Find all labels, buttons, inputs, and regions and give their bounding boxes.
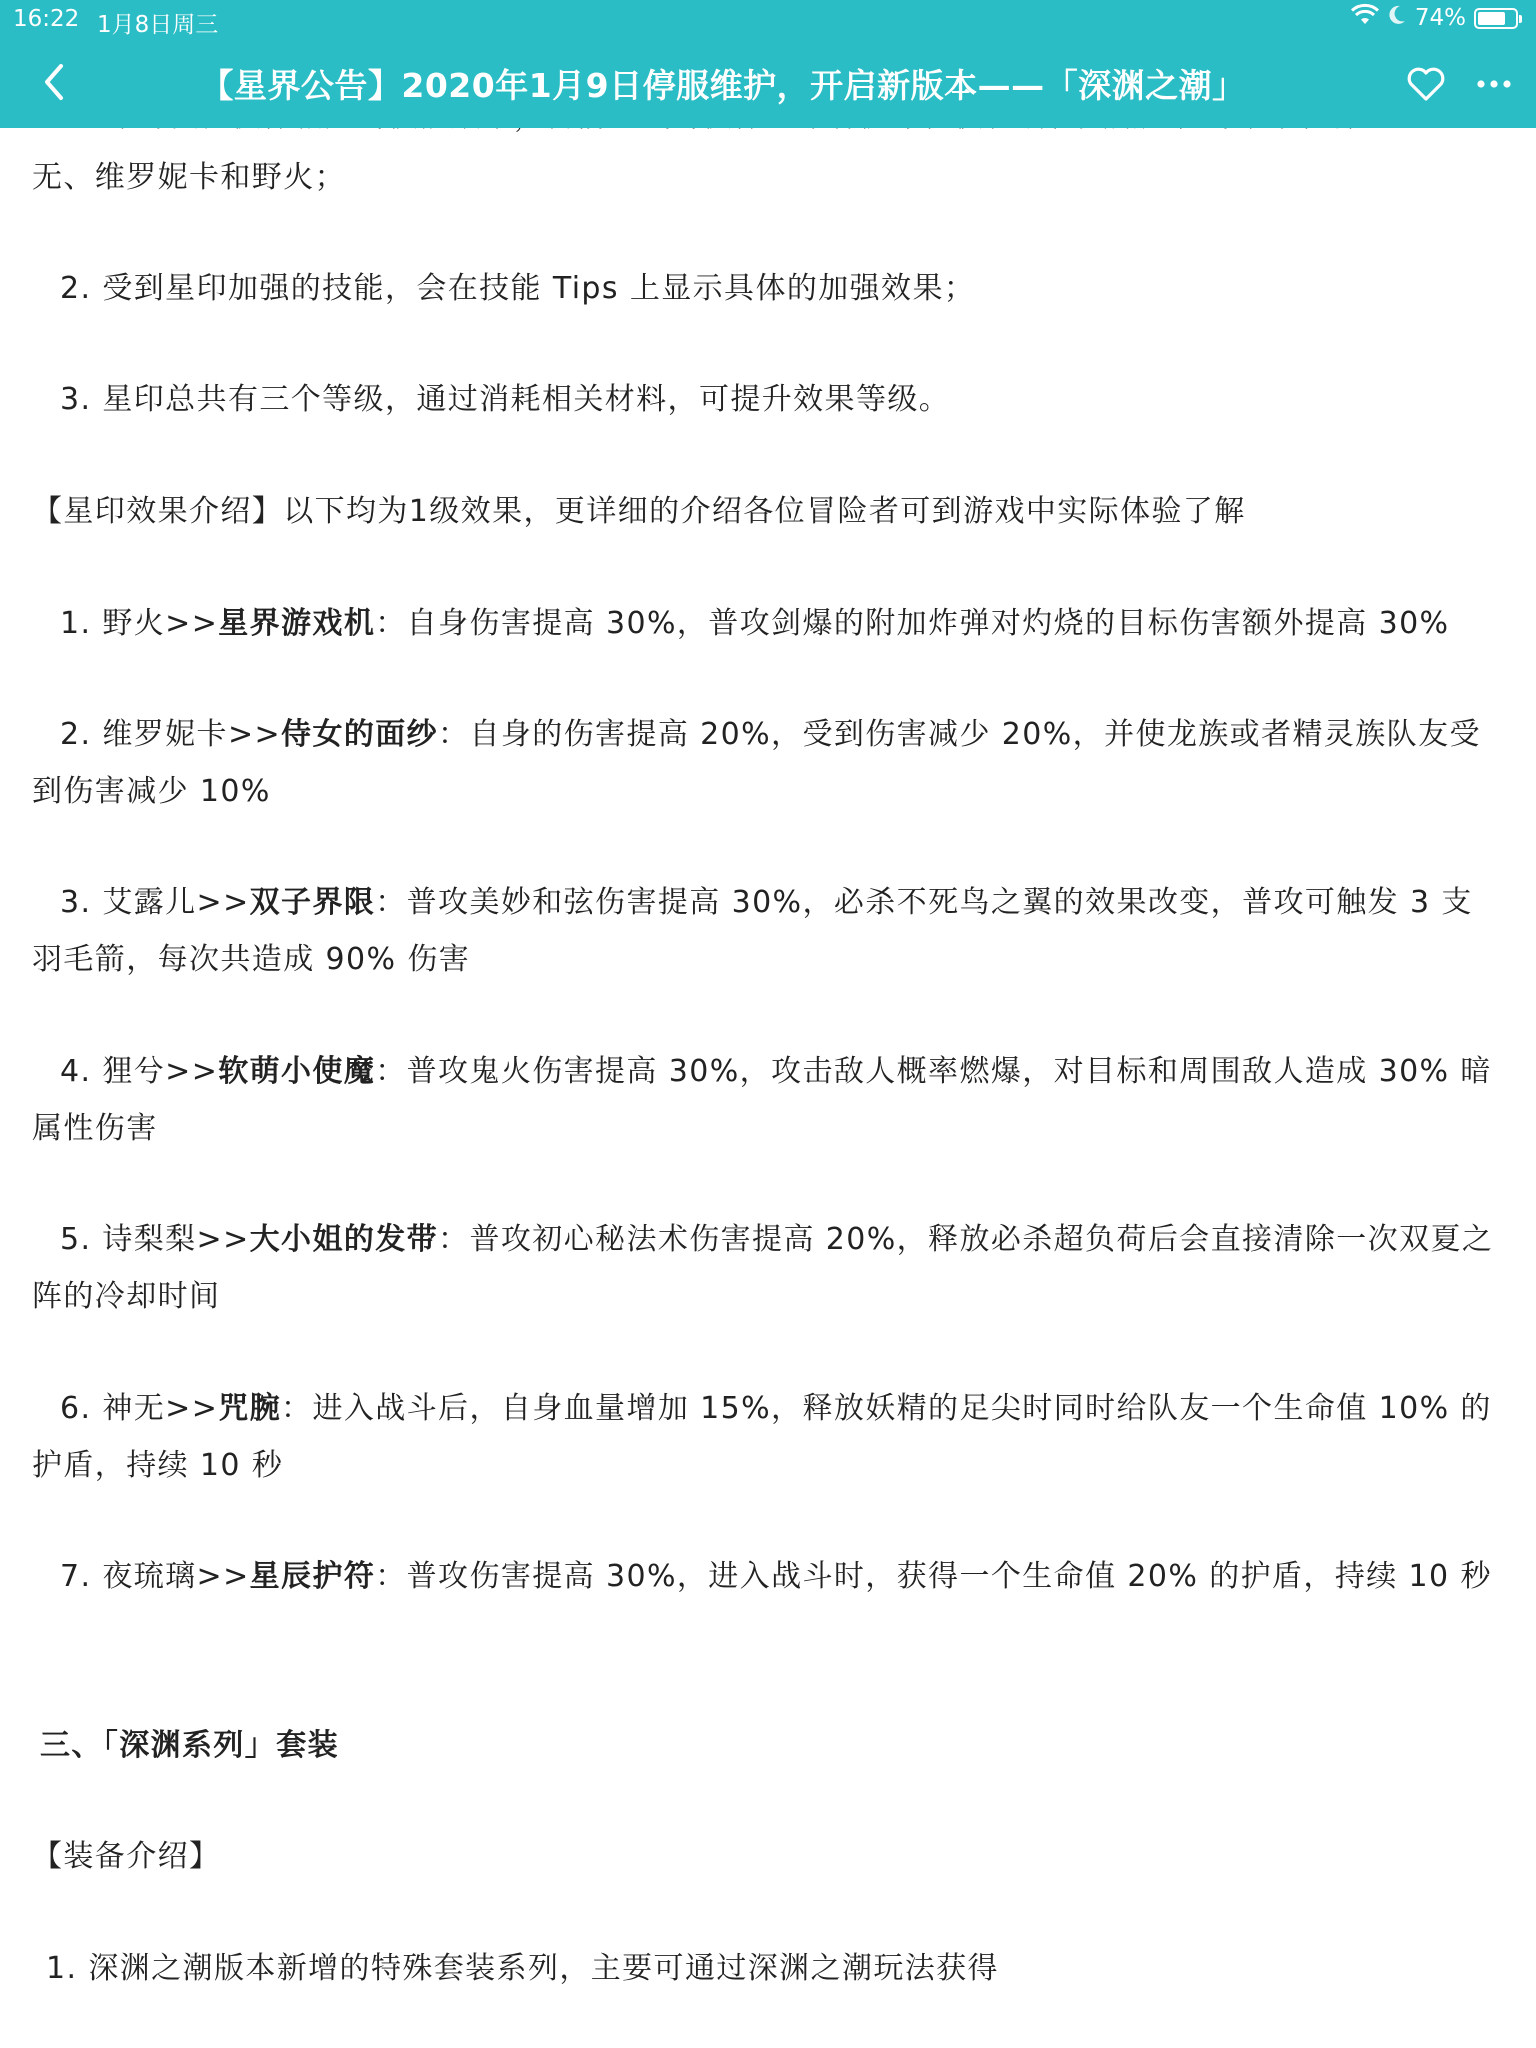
more-button[interactable]: [1470, 60, 1518, 108]
battery-icon: [1474, 8, 1518, 29]
effect-name: 大小姐的发带: [249, 1222, 439, 1257]
effect-item: 5. 诗梨梨>>大小姐的发带：普攻初心秘法术伤害提高 20%，释放必杀超负荷后会直接清除一次双夏之阵的冷却时间: [32, 1222, 1494, 1314]
subsection-heading: 【装备介绍】: [32, 1839, 221, 1874]
top-header: [0, 0, 1536, 128]
section-intro: 【星印效果介绍】以下均为1级效果，更详细的介绍各位冒险者可到游戏中实际体验了解: [32, 494, 1246, 529]
navigation-bar: [0, 40, 1536, 128]
section-heading: 三、「深渊系列」套装: [40, 1728, 339, 1763]
list-item: 1. 深渊之潮版本新增的特殊套装系列，主要可通过深渊之潮玩法获得: [46, 1951, 999, 1986]
paragraph-line: 无、维罗妮卡和野火；: [32, 160, 346, 195]
heart-icon: [1406, 66, 1446, 102]
effect-name: 双子界限: [249, 885, 376, 920]
effect-item: 4. 狸兮>>软萌小使魔：普攻鬼火伤害提高 30%，攻击敌人概率燃爆，对目标和周围敌人造成 30% 暗属性伤害: [32, 1054, 1492, 1146]
effect-item: 2. 维罗妮卡>>侍女的面纱：自身的伤害提高 20%，受到伤害减少 20%，并使龙族或者精灵族队友受到伤害减少 10%: [32, 717, 1481, 809]
effect-name: 侍女的面纱: [281, 717, 439, 752]
effect-name: 星界游戏机: [218, 606, 376, 641]
list-item: 2. 受到星印加强的技能，会在技能 Tips 上显示具体的加强效果；: [60, 271, 976, 306]
status-right: [1351, 4, 1518, 32]
effect-item: 3. 艾露儿>>双子界限：普攻美妙和弦伤害提高 30%，必杀不死鸟之翼的效果改变，普攻可触发 3 支羽毛箭，每次共造成 90% 伤害: [32, 885, 1473, 977]
wifi-icon: [1351, 4, 1379, 32]
moon-icon: [1387, 4, 1407, 32]
status-date: 1月8日周三: [97, 12, 219, 38]
effect-name: 咒腕: [218, 1391, 282, 1426]
effect-item: 1. 野火>>星界游戏机：自身伤害提高 30%，普攻剑爆的附加炸弹对灼烧的目标伤害额外提高 30%: [60, 606, 1450, 641]
favorite-button[interactable]: [1402, 60, 1450, 108]
page-title: 【星界公告】2020年1月9日停服维护，开启新版本——「深渊之潮」: [200, 66, 1246, 105]
battery-percent: 74%: [1414, 5, 1466, 31]
status-time: 16:22: [13, 6, 80, 32]
list-item: 3. 星印总共有三个等级，通过消耗相关材料，可提升效果等级。: [60, 382, 951, 417]
battery-fill: [1478, 12, 1505, 25]
back-button[interactable]: [30, 58, 78, 106]
effect-item: 7. 夜琉璃>>星辰护符：普攻伤害提高 30%，进入战斗时，获得一个生命值 20% 的护盾，持续 10 秒: [60, 1559, 1492, 1594]
chevron-left-icon: [41, 62, 67, 102]
effect-name: 星辰护符: [249, 1559, 376, 1594]
effect-name: 软萌小使魔: [218, 1054, 376, 1089]
more-icon: [1476, 79, 1512, 89]
status-bar: [0, 0, 1536, 40]
effect-item: 6. 神无>>咒腕：进入战斗后，自身血量增加 15%，释放妖精的足尖时同时给队友一个生命值 10% 的护盾，持续 10 秒: [32, 1391, 1492, 1483]
